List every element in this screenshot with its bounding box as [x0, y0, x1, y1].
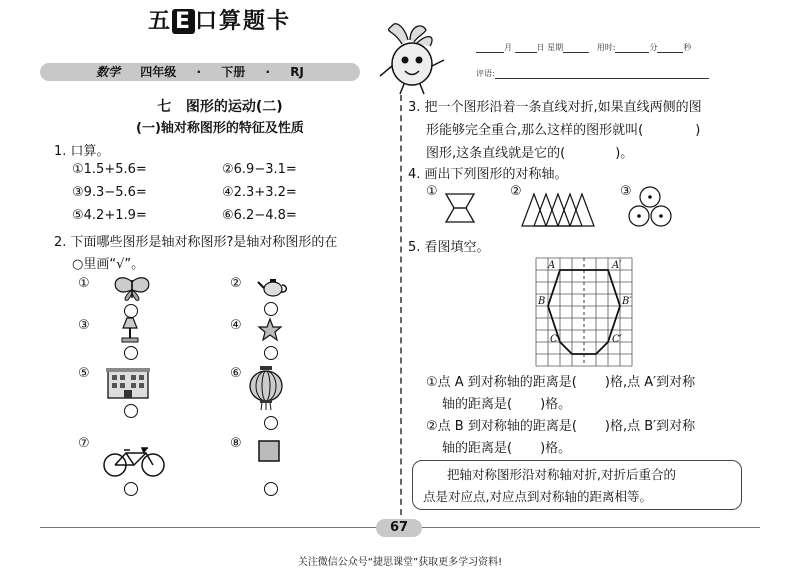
note-line: 点是对应点,对应点到对称轴的距离相等。: [423, 489, 652, 504]
q2-figure-label: ⑥: [230, 366, 242, 381]
q2-text: 2. 下面哪些图形是轴对称图形?是轴对称图形的在: [54, 235, 338, 250]
building-icon: [106, 366, 150, 400]
lamp-icon: [116, 316, 144, 344]
q2-figure-label: ⑧: [230, 436, 242, 451]
q5-question-1: ①点 A 到对称轴的距离是( )格,点 A′到对称: [426, 375, 696, 390]
q2-figure-label: ③: [78, 318, 90, 333]
q3-text: 3. 把一个图形沿着一条直线对折,如果直线两侧的图: [408, 100, 702, 115]
column-divider: [400, 95, 402, 515]
answer-circle[interactable]: [264, 482, 278, 496]
answer-circle[interactable]: [264, 302, 278, 316]
teapot-icon: [258, 276, 290, 298]
symmetry-grid-figure: [536, 258, 636, 368]
bicycle-icon: [102, 448, 166, 478]
point-label: C′: [612, 334, 622, 345]
page-number: 67: [376, 519, 422, 537]
note-line: 把轴对称图形沿对称轴对折,对折后重合的: [447, 467, 676, 482]
q4-figure-2: [520, 192, 596, 228]
q1-item: ③9.3−5.6=: [72, 185, 147, 200]
key-point-box: [412, 460, 742, 510]
q5-question-1-cont: 轴的距离是( )格。: [442, 397, 572, 412]
q4-figure-1: [440, 192, 480, 224]
footer-note: 关注微信公众号“捷思课堂”获取更多学习资料!: [297, 557, 503, 568]
point-label: C: [550, 334, 558, 345]
q2-figure-label: ④: [230, 318, 242, 333]
answer-circle[interactable]: [264, 416, 278, 430]
q2-figure-label: ⑦: [78, 436, 90, 451]
point-label: A′: [612, 260, 622, 271]
card-title: 五 E 口算题卡: [148, 9, 292, 34]
answer-circle[interactable]: [124, 404, 138, 418]
q1-item: ④2.3+3.2=: [222, 185, 297, 200]
q1-item: ⑤4.2+1.9=: [72, 208, 147, 223]
q4-figure-label: ②: [510, 184, 522, 199]
q4-figure-3: [628, 186, 672, 228]
q1-item: ⑥6.2−4.8=: [222, 208, 297, 223]
answer-circle[interactable]: [264, 346, 278, 360]
q2-figure-label: ⑤: [78, 366, 90, 381]
q3-text: 图形,这条直线就是它的( )。: [426, 146, 634, 161]
q1-item: ②6.9−3.1=: [222, 162, 297, 177]
square-icon: [258, 440, 280, 462]
q5-label: 5. 看图填空。: [408, 240, 490, 255]
q1-label: 1. 口算。: [54, 144, 110, 159]
q5-question-2-cont: 轴的距离是( )格。: [442, 441, 572, 456]
section-title: 七 图形的运动(二): [157, 99, 283, 115]
mascot-icon: [372, 22, 452, 96]
q2-figure-label: ②: [230, 276, 242, 291]
evaluation-line: 评语:: [476, 68, 709, 79]
answer-circle[interactable]: [124, 482, 138, 496]
q3-text: 形能够完全重合,那么这样的图形就叫( ): [426, 123, 701, 138]
date-line: 月 日 星期 用时: 分 秒: [476, 42, 691, 53]
q2-figure-label: ①: [78, 276, 90, 291]
star-icon: [258, 318, 282, 342]
lantern-icon: [248, 366, 284, 410]
q4-figure-label: ③: [620, 184, 632, 199]
q4-label: 4. 画出下列图形的对称轴。: [408, 167, 568, 182]
q5-question-2: ②点 B 到对称轴的距离是( )格,点 B′到对称: [426, 419, 696, 434]
point-label: A: [548, 260, 556, 271]
point-label: B: [538, 296, 546, 307]
subject-band: 数学 四年级 · 下册 · RJ: [40, 63, 360, 81]
section-subtitle: (一)轴对称图形的特征及性质: [136, 121, 304, 136]
butterfly-icon: [112, 276, 152, 302]
answer-circle[interactable]: [124, 346, 138, 360]
q2-text: ○里画“√”。: [72, 257, 145, 272]
point-label: B′: [622, 296, 632, 307]
q4-figure-label: ①: [426, 184, 438, 199]
q1-item: ①1.5+5.6=: [72, 162, 147, 177]
